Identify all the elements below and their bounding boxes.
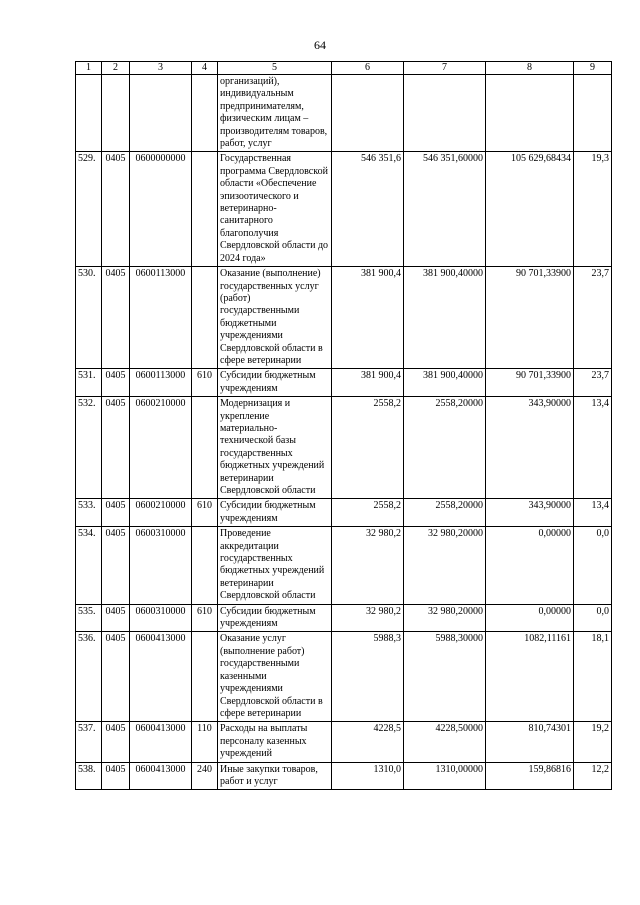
- value-col-7: 5988,30000: [404, 632, 486, 722]
- item-name: Субсидии бюджетным учреждениям: [218, 499, 332, 527]
- target-article-code: 0600310000: [130, 604, 192, 632]
- item-name: Иные закупки товаров, работ и услуг: [218, 762, 332, 790]
- value-col-7: [404, 75, 486, 152]
- item-name: Оказание (выполнение) государственных услуг (работ) государственными бюджетными учреждениями Свердловской области в сфере ветеринарии: [218, 267, 332, 369]
- value-col-6: 32 980,2: [332, 527, 404, 604]
- value-col-6: 381 900,4: [332, 267, 404, 369]
- target-article-code: [130, 75, 192, 152]
- row-number: 529.: [76, 152, 102, 267]
- value-col-8: [486, 75, 574, 152]
- table-row: [76, 397, 612, 499]
- value-col-6: 5988,3: [332, 632, 404, 722]
- row-number: 535.: [76, 604, 102, 632]
- section-code: 0405: [102, 762, 130, 790]
- value-col-7: 546 351,60000: [404, 152, 486, 267]
- target-article-code: 0600413000: [130, 632, 192, 722]
- value-col-8: 0,00000: [486, 604, 574, 632]
- table-row: [76, 499, 612, 527]
- value-col-7: 1310,00000: [404, 762, 486, 790]
- target-article-code: 0600413000: [130, 722, 192, 762]
- column-header: 1: [76, 62, 102, 75]
- item-name: организаций), индивидуальным предпринимателям, физическим лицам – производителям товаров, работ, услуг: [218, 75, 332, 152]
- value-col-7: 32 980,20000: [404, 604, 486, 632]
- section-code: 0405: [102, 267, 130, 369]
- value-col-8: 1082,11161: [486, 632, 574, 722]
- value-col-6: 2558,2: [332, 397, 404, 499]
- value-col-6: 4228,5: [332, 722, 404, 762]
- column-header: 5: [218, 62, 332, 75]
- value-col-6: 546 351,6: [332, 152, 404, 267]
- table-row: [76, 604, 612, 632]
- column-header: 2: [102, 62, 130, 75]
- item-name: Проведение аккредитации государственных бюджетных учреждений ветеринарии Свердловской области: [218, 527, 332, 604]
- expense-type-code: [192, 75, 218, 152]
- value-col-6: 1310,0: [332, 762, 404, 790]
- value-col-9: 12,2: [574, 762, 612, 790]
- table-row: [76, 75, 612, 152]
- value-col-6: [332, 75, 404, 152]
- expense-type-code: 240: [192, 762, 218, 790]
- target-article-code: 0600210000: [130, 397, 192, 499]
- item-name: Субсидии бюджетным учреждениям: [218, 604, 332, 632]
- value-col-7: 2558,20000: [404, 499, 486, 527]
- target-article-code: 0600000000: [130, 152, 192, 267]
- value-col-8: 0,00000: [486, 527, 574, 604]
- value-col-8: 343,90000: [486, 397, 574, 499]
- value-col-8: 810,74301: [486, 722, 574, 762]
- value-col-9: 23,7: [574, 267, 612, 369]
- section-code: 0405: [102, 604, 130, 632]
- value-col-8: 105 629,68434: [486, 152, 574, 267]
- section-code: 0405: [102, 397, 130, 499]
- row-number: 537.: [76, 722, 102, 762]
- table-row: [76, 632, 612, 722]
- section-code: 0405: [102, 632, 130, 722]
- row-number: 534.: [76, 527, 102, 604]
- item-name: Модернизация и укрепление материально-технической базы государственных бюджетных учреждений ветеринарии Свердловской области: [218, 397, 332, 499]
- item-name: Расходы на выплаты персоналу казенных учреждений: [218, 722, 332, 762]
- value-col-9: 19,3: [574, 152, 612, 267]
- target-article-code: 0600113000: [130, 369, 192, 397]
- table-row: [76, 722, 612, 762]
- item-name: Государственная программа Свердловской области «Обеспечение эпизоотического и ветеринарно-санитарного благополучия Свердловской области до 2024 года»: [218, 152, 332, 267]
- target-article-code: 0600210000: [130, 499, 192, 527]
- value-col-9: 19,2: [574, 722, 612, 762]
- value-col-9: [574, 75, 612, 152]
- budget-table: [75, 61, 612, 790]
- column-header: 6: [332, 62, 404, 75]
- value-col-9: 0,0: [574, 527, 612, 604]
- value-col-7: 381 900,40000: [404, 267, 486, 369]
- page-number: 64: [314, 38, 326, 52]
- column-header: 8: [486, 62, 574, 75]
- value-col-7: 381 900,40000: [404, 369, 486, 397]
- value-col-8: 90 701,33900: [486, 267, 574, 369]
- expense-type-code: 610: [192, 369, 218, 397]
- expense-type-code: [192, 632, 218, 722]
- target-article-code: 0600310000: [130, 527, 192, 604]
- expense-type-code: 610: [192, 604, 218, 632]
- value-col-6: 381 900,4: [332, 369, 404, 397]
- column-number-row: [76, 62, 612, 75]
- value-col-9: 13,4: [574, 397, 612, 499]
- value-col-7: 2558,20000: [404, 397, 486, 499]
- expense-type-code: [192, 527, 218, 604]
- value-col-8: 343,90000: [486, 499, 574, 527]
- value-col-9: 13,4: [574, 499, 612, 527]
- value-col-9: 18,1: [574, 632, 612, 722]
- value-col-9: 0,0: [574, 604, 612, 632]
- value-col-9: 23,7: [574, 369, 612, 397]
- value-col-8: 90 701,33900: [486, 369, 574, 397]
- expense-type-code: [192, 267, 218, 369]
- row-number: [76, 75, 102, 152]
- value-col-8: 159,86816: [486, 762, 574, 790]
- expense-type-code: [192, 152, 218, 267]
- section-code: 0405: [102, 152, 130, 267]
- expense-type-code: 610: [192, 499, 218, 527]
- item-name: Субсидии бюджетным учреждениям: [218, 369, 332, 397]
- section-code: [102, 75, 130, 152]
- value-col-7: 32 980,20000: [404, 527, 486, 604]
- row-number: 533.: [76, 499, 102, 527]
- table-body: [76, 75, 612, 790]
- expense-type-code: [192, 397, 218, 499]
- row-number: 531.: [76, 369, 102, 397]
- table-row: [76, 527, 612, 604]
- column-header: 4: [192, 62, 218, 75]
- table-row: [76, 267, 612, 369]
- target-article-code: 0600113000: [130, 267, 192, 369]
- row-number: 530.: [76, 267, 102, 369]
- row-number: 532.: [76, 397, 102, 499]
- section-code: 0405: [102, 369, 130, 397]
- section-code: 0405: [102, 527, 130, 604]
- table-row: [76, 369, 612, 397]
- column-header: 9: [574, 62, 612, 75]
- section-code: 0405: [102, 722, 130, 762]
- value-col-6: 32 980,2: [332, 604, 404, 632]
- column-header: 7: [404, 62, 486, 75]
- row-number: 538.: [76, 762, 102, 790]
- column-header: 3: [130, 62, 192, 75]
- row-number: 536.: [76, 632, 102, 722]
- expense-type-code: 110: [192, 722, 218, 762]
- item-name: Оказание услуг (выполнение работ) государственными казенными учреждениями Свердловской области в сфере ветеринарии: [218, 632, 332, 722]
- target-article-code: 0600413000: [130, 762, 192, 790]
- value-col-6: 2558,2: [332, 499, 404, 527]
- table-row: [76, 152, 612, 267]
- section-code: 0405: [102, 499, 130, 527]
- value-col-7: 4228,50000: [404, 722, 486, 762]
- table-row: [76, 762, 612, 790]
